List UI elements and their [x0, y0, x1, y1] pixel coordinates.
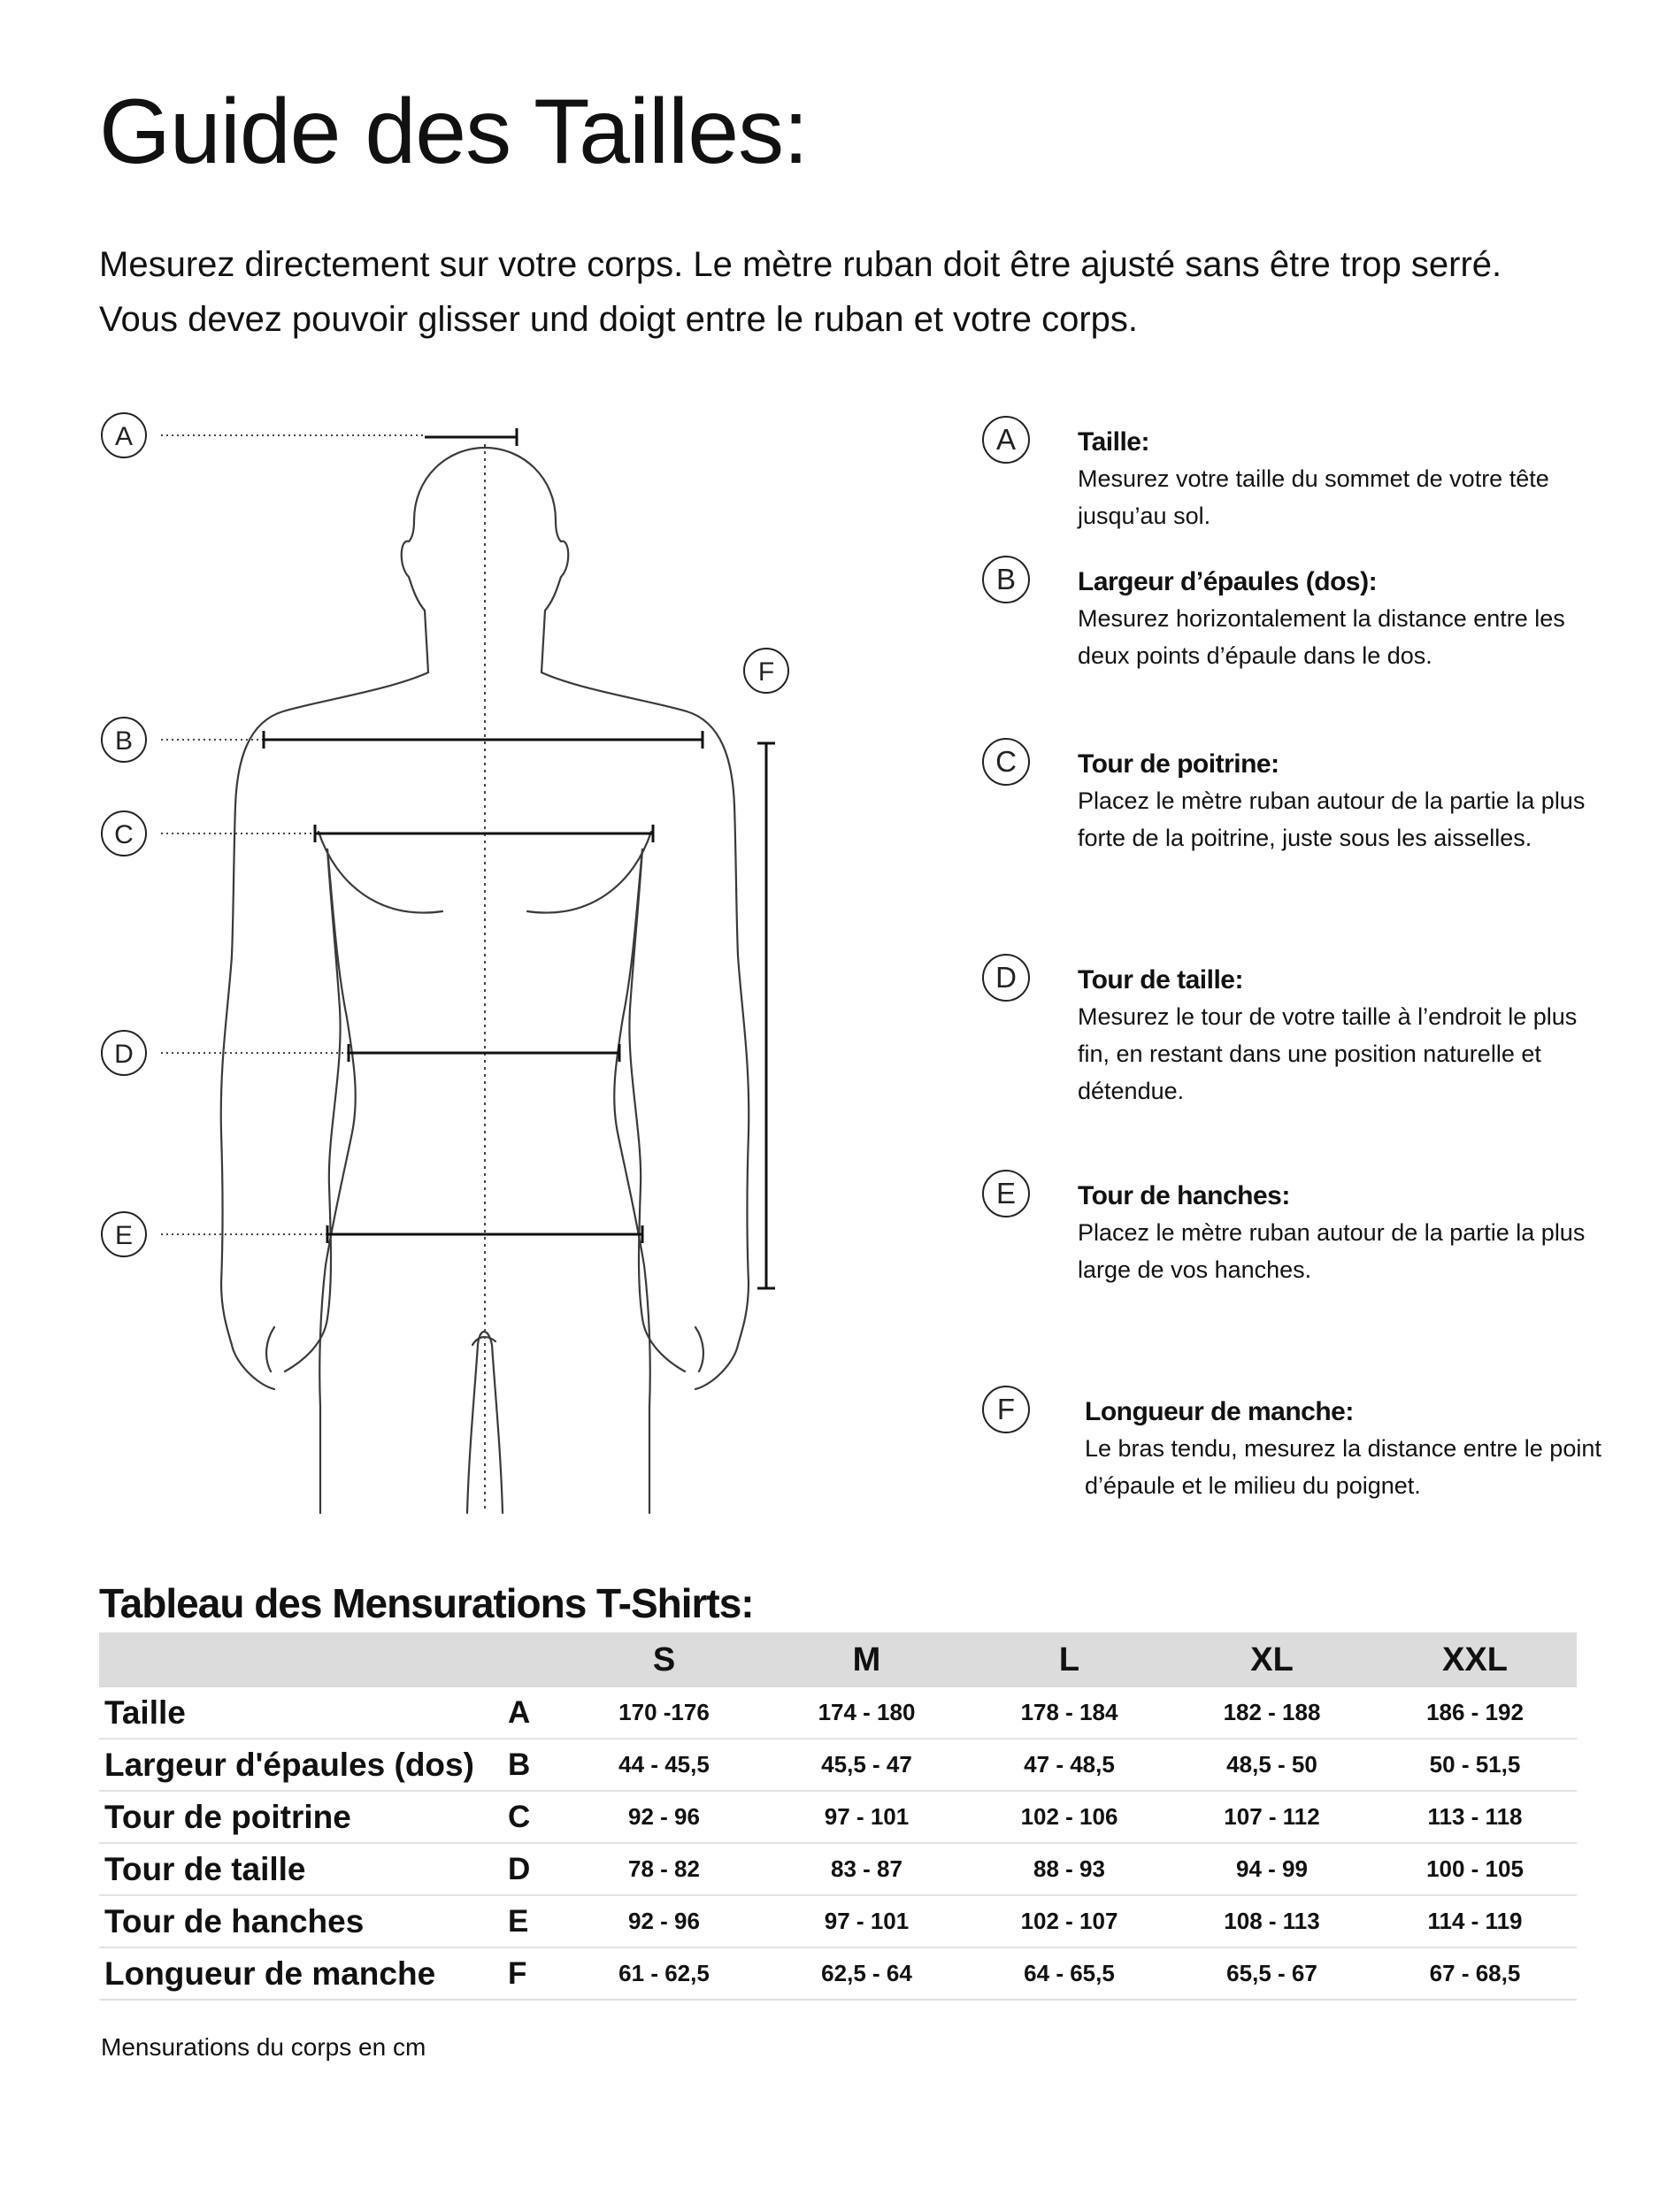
table-cell: 97 - 101	[765, 1791, 968, 1843]
legend-description: Mesurez votre taille du sommet de votre tête jusqu’au sol.	[1078, 465, 1549, 529]
table-cell: 102 - 107	[968, 1895, 1171, 1947]
row-code: A	[508, 1687, 563, 1739]
row-code: E	[508, 1895, 563, 1947]
marker-e	[102, 1212, 642, 1256]
svg-text:F: F	[757, 657, 775, 687]
table-row	[99, 1739, 1577, 1791]
legend-description: Mesurez le tour de votre taille à l’endroit le plus fin, en restant dans une position naturelle et détendue.	[1078, 1003, 1578, 1104]
legend-marker-e: E	[982, 1170, 1030, 1217]
row-label: Tour de poitrine	[99, 1791, 508, 1843]
table-header-row	[99, 1632, 1577, 1687]
table-title: Tableau des Mensurations T-Shirts:	[99, 1580, 754, 1626]
row-label: Largeur d'épaules (dos)	[99, 1739, 508, 1791]
svg-text:B: B	[114, 726, 134, 756]
table-row	[99, 1791, 1577, 1843]
row-label: Taille	[99, 1687, 508, 1739]
svg-text:D: D	[114, 1040, 134, 1069]
legend-marker-a: A	[982, 416, 1030, 464]
header-empty-cell	[508, 1632, 563, 1687]
marker-f	[744, 649, 788, 1288]
legend-description: Le bras tendu, mesurez la distance entre le point d’épaule et le milieu du poignet.	[1085, 1435, 1601, 1499]
body-outline-illustration	[0, 389, 885, 1522]
legend-title: Largeur d’épaules (dos):	[1078, 567, 1378, 596]
table-cell: 97 - 101	[765, 1895, 968, 1947]
table-cell: 62,5 - 64	[765, 1947, 968, 2000]
legend-description: Placez le mètre ruban autour de la partie la plus forte de la poitrine, juste sous les aisselles.	[1078, 787, 1586, 851]
torso-right	[614, 849, 650, 1513]
size-header: M	[765, 1632, 968, 1687]
svg-text:E: E	[114, 1221, 134, 1250]
size-header: XL	[1171, 1632, 1373, 1687]
table-cell: 113 - 118	[1373, 1791, 1577, 1843]
table-cell: 102 - 106	[968, 1791, 1171, 1843]
table-row	[99, 1843, 1577, 1895]
table-cell: 78 - 82	[563, 1843, 765, 1895]
table-cell: 65,5 - 67	[1171, 1947, 1373, 2000]
legend-title: Longueur de manche:	[1085, 1397, 1354, 1426]
page-title: Guide des Tailles:	[99, 81, 808, 183]
table-cell: 107 - 112	[1171, 1791, 1373, 1843]
table-row	[99, 1895, 1577, 1947]
table-cell: 100 - 105	[1373, 1843, 1577, 1895]
legend-description: Mesurez horizontalement la distance entre les deux points d’épaule dans le dos.	[1078, 605, 1565, 669]
legend-description: Placez le mètre ruban autour de la partie la plus large de vos hanches.	[1078, 1219, 1586, 1283]
table-cell: 44 - 45,5	[563, 1739, 765, 1791]
size-header: S	[563, 1632, 765, 1687]
size-header: XXL	[1373, 1632, 1577, 1687]
table-cell: 182 - 188	[1171, 1687, 1373, 1739]
marker-d	[102, 1031, 619, 1075]
row-code: D	[508, 1843, 563, 1895]
row-code: C	[508, 1791, 563, 1843]
legend-title: Tour de taille:	[1078, 965, 1243, 995]
table-cell: 186 - 192	[1373, 1687, 1577, 1739]
table-footnote: Mensurations du corps en cm	[101, 2033, 426, 2061]
svg-text:A: A	[114, 422, 134, 451]
row-label: Tour de hanches	[99, 1895, 508, 1947]
row-code: B	[508, 1739, 563, 1791]
table-cell: 61 - 62,5	[563, 1947, 765, 2000]
body-measurement-figure	[0, 389, 885, 1522]
torso-left	[319, 849, 356, 1513]
svg-text:C: C	[114, 820, 134, 849]
table-cell: 174 - 180	[765, 1687, 968, 1739]
legend-marker-b: B	[982, 556, 1030, 603]
size-header: L	[968, 1632, 1171, 1687]
table-row	[99, 1947, 1577, 2000]
row-code: F	[508, 1947, 563, 2000]
table-cell: 67 - 68,5	[1373, 1947, 1577, 2000]
table-cell: 94 - 99	[1171, 1843, 1373, 1895]
table-cell: 83 - 87	[765, 1843, 968, 1895]
legend-title: Tour de hanches:	[1078, 1181, 1290, 1210]
legend-marker-f: F	[982, 1386, 1030, 1433]
marker-a	[102, 413, 517, 457]
legend-marker-d: D	[982, 954, 1030, 1002]
table-cell: 50 - 51,5	[1373, 1739, 1577, 1791]
table-cell: 178 - 184	[968, 1687, 1171, 1739]
marker-b	[102, 718, 703, 762]
legend-title: Taille:	[1078, 427, 1149, 457]
row-label: Longueur de manche	[99, 1947, 508, 2000]
table-cell: 47 - 48,5	[968, 1739, 1171, 1791]
legend-marker-c: C	[982, 738, 1030, 786]
table-cell: 114 - 119	[1373, 1895, 1577, 1947]
table-cell: 170 -176	[563, 1687, 765, 1739]
intro-text: Mesurez directement sur votre corps. Le mètre ruban doit être ajusté sans être trop serré. Vous devez pouvoir glisser und doigt entre le ruban et votre corps.	[99, 245, 1502, 339]
chest-line	[319, 832, 442, 913]
table-cell: 92 - 96	[563, 1791, 765, 1843]
table-cell: 88 - 93	[968, 1843, 1171, 1895]
marker-c	[102, 811, 653, 856]
header-empty-cell	[99, 1632, 508, 1687]
legend-title: Tour de poitrine:	[1078, 749, 1279, 779]
table-cell: 64 - 65,5	[968, 1947, 1171, 2000]
size-table	[99, 1632, 1577, 2001]
table-cell: 92 - 96	[563, 1895, 765, 1947]
table-cell: 108 - 113	[1171, 1895, 1373, 1947]
row-label: Tour de taille	[99, 1843, 508, 1895]
table-row	[99, 1687, 1577, 1739]
table-cell: 45,5 - 47	[765, 1739, 968, 1791]
table-cell: 48,5 - 50	[1171, 1739, 1373, 1791]
head-outline	[402, 448, 485, 672]
